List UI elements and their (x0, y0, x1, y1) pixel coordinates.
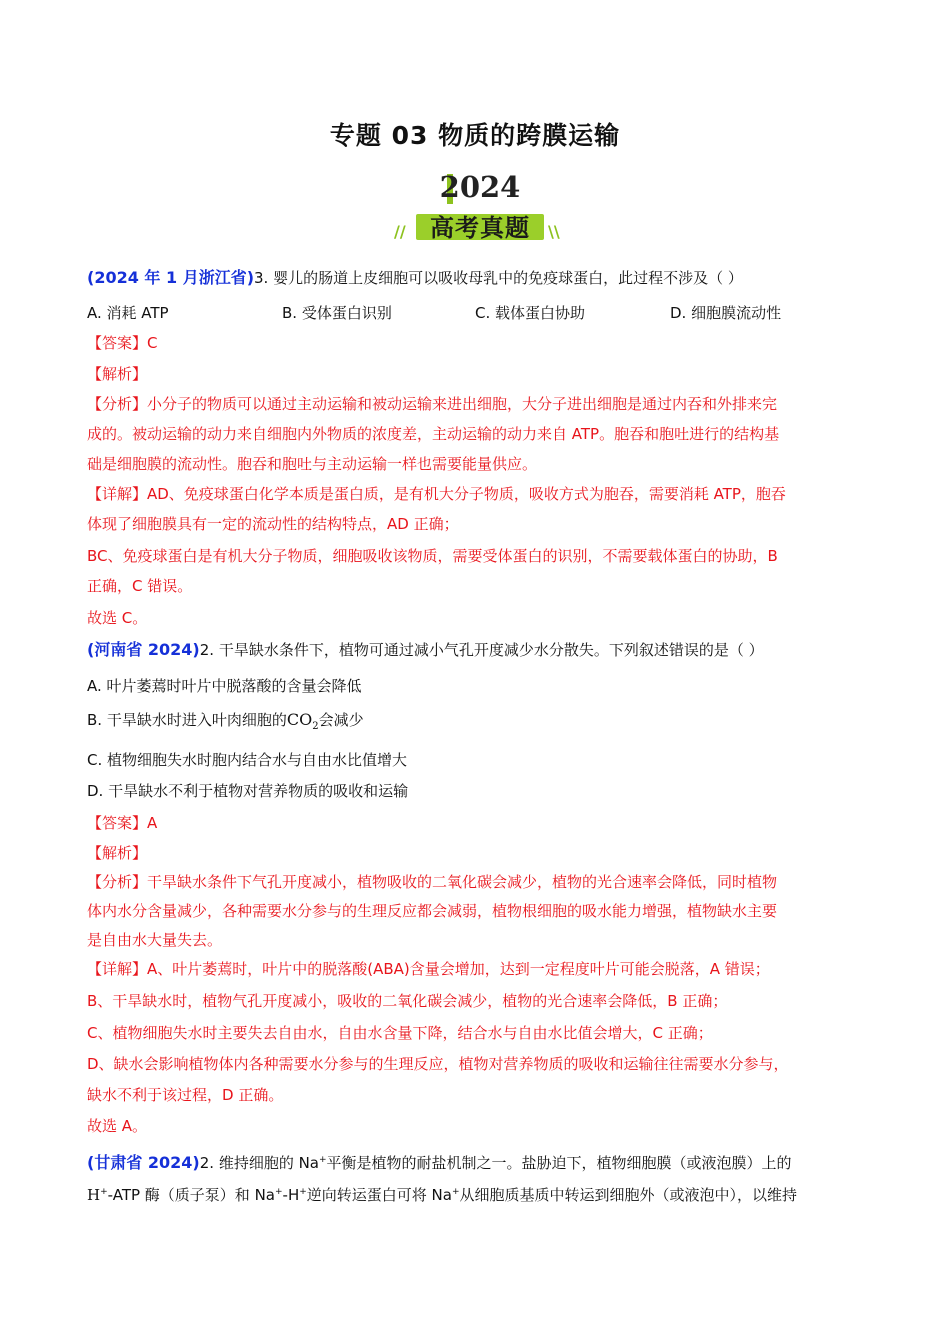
page-title: 专题 03 物质的跨膜运输 (329, 121, 621, 150)
q2-stem-line (87, 640, 877, 660)
q1-option-b: B. 受体蛋白识别 (282, 304, 392, 322)
banner-slash-left-icon: // (394, 222, 406, 241)
q1-source: (2024 年 1 月浙江省) (87, 268, 255, 287)
q2-xiangjie-line: D、缺水会影响植物体内各种需要水分参与的生理反应，植物对营养物质的吸收和运输往往需要水分参与， (87, 1055, 789, 1073)
q2-option-a: A. 叶片萎蔫时叶片中脱落酸的含量会降低 (87, 677, 362, 695)
q1-option-c: C. 载体蛋白协助 (475, 304, 586, 322)
q1-jiexi-label: 【解析】 (87, 365, 148, 383)
q2-option-b (87, 710, 877, 737)
banner-year: 2024 (439, 170, 521, 204)
q2-fenxi-line: 是自由水大量失去。 (87, 931, 223, 949)
co2-formula: $CO_2$ (286, 710, 319, 733)
q2-fenxi-line: 【分析】干旱缺水条件下气孔开度减小，植物吸收的二氧化碳会减少，植物的光合速率会降低，同时植物 (87, 873, 778, 891)
q1-xiangjie-line: 正确，C 错误。 (87, 577, 193, 595)
q1-fenxi-line: 成的。被动运输的动力来自细胞内外物质的浓度差，主动运输的动力来自 ATP。胞吞和胞吐进行的结构基 (87, 425, 780, 443)
q2-fenxi-line: 体内水分含量减少，各种需要水分参与的生理反应都会减弱，植物根细胞的吸水能力增强，植物缺水主要 (87, 902, 778, 920)
q3-source: (甘肃省 2024) (87, 1153, 200, 1172)
q1-xiangjie-line: BC、免疫球蛋白是有机大分子物质，细胞吸收该物质，需要受体蛋白的识别，不需要载体蛋白的协助，B (87, 547, 778, 565)
q1-xiangjie-line: 【详解】AD、免疫球蛋白化学本质是蛋白质，是有机大分子物质，吸收方式为胞吞，需要消耗 ATP，胞吞 (87, 485, 786, 503)
q1-option-a: A. 消耗 ATP (87, 304, 169, 322)
q1-answer: 【答案】C (87, 334, 158, 352)
q2-xiangjie-line: 【详解】A、叶片萎蔫时，叶片中的脱落酸(ABA)含量会增加，达到一定程度叶片可能会脱落，A 错误； (87, 960, 770, 978)
q1-conclusion: 故选 C。 (87, 609, 148, 627)
q2-source: (河南省 2024) (87, 640, 200, 659)
q1-fenxi-line: 【分析】小分子的物质可以通过主动运输和被动运输来进出细胞，大分子进出细胞是通过内吞和外排来完 (87, 395, 778, 413)
q2-xiangjie-line: B、干旱缺水时，植物气孔开度减小，吸收的二氧化碳会减少，植物的光合速率会降低，B 正确； (87, 992, 728, 1010)
q3-stem-line: H+-ATP 酶（质子泵）和 Na+-H+逆向转运蛋白可将 Na+从细胞质基质中转运到细胞外（或液泡中），以维持 (87, 1186, 798, 1204)
q1-xiangjie-line: 体现了细胞膜具有一定的流动性的结构特点，AD 正确； (87, 515, 459, 533)
q1-option-d: D. 细胞膜流动性 (670, 304, 782, 322)
q2-option-d: D. 干旱缺水不利于植物对营养物质的吸收和运输 (87, 782, 409, 800)
q2-xiangjie-line: 缺水不利于该过程，D 正确。 (87, 1086, 284, 1104)
q2-stem: 2. 干旱缺水条件下，植物可通过减小气孔开度减少水分散失。下列叙述错误的是（ ） (199, 641, 764, 659)
q1-stem: 3. 婴儿的肠道上皮细胞可以吸收母乳中的免疫球蛋白，此过程不涉及（ ） (254, 269, 743, 287)
q2-xiangjie-line: C、植物细胞失水时主要失去自由水，自由水含量下降，结合水与自由水比值会增大，C 正确； (87, 1024, 713, 1042)
q2-conclusion: 故选 A。 (87, 1117, 148, 1135)
q3-stem-line: (甘肃省 2024)2. 维持细胞的 Na+平衡是植物的耐盐机制之一。盐胁迫下，植物细胞膜（或液泡膜）上的 (87, 1153, 792, 1172)
q1-stem-line (87, 268, 877, 288)
banner-label: 高考真题 (430, 214, 530, 242)
exam-banner (380, 170, 580, 250)
q2-option-c: C. 植物细胞失水时胞内结合水与自由水比值增大 (87, 751, 408, 769)
q1-fenxi-line: 础是细胞膜的流动性。胞吞和胞吐与主动运输一样也需要能量供应。 (87, 455, 538, 473)
q2-jiexi-label: 【解析】 (87, 844, 148, 862)
q2-option-b-tail: 会减少 (318, 711, 364, 729)
banner-slash-right-icon: \\ (548, 222, 560, 241)
q2-answer: 【答案】A (87, 814, 158, 832)
q2-option-b-text: B. 干旱缺水时进入叶肉细胞的 (87, 711, 287, 729)
